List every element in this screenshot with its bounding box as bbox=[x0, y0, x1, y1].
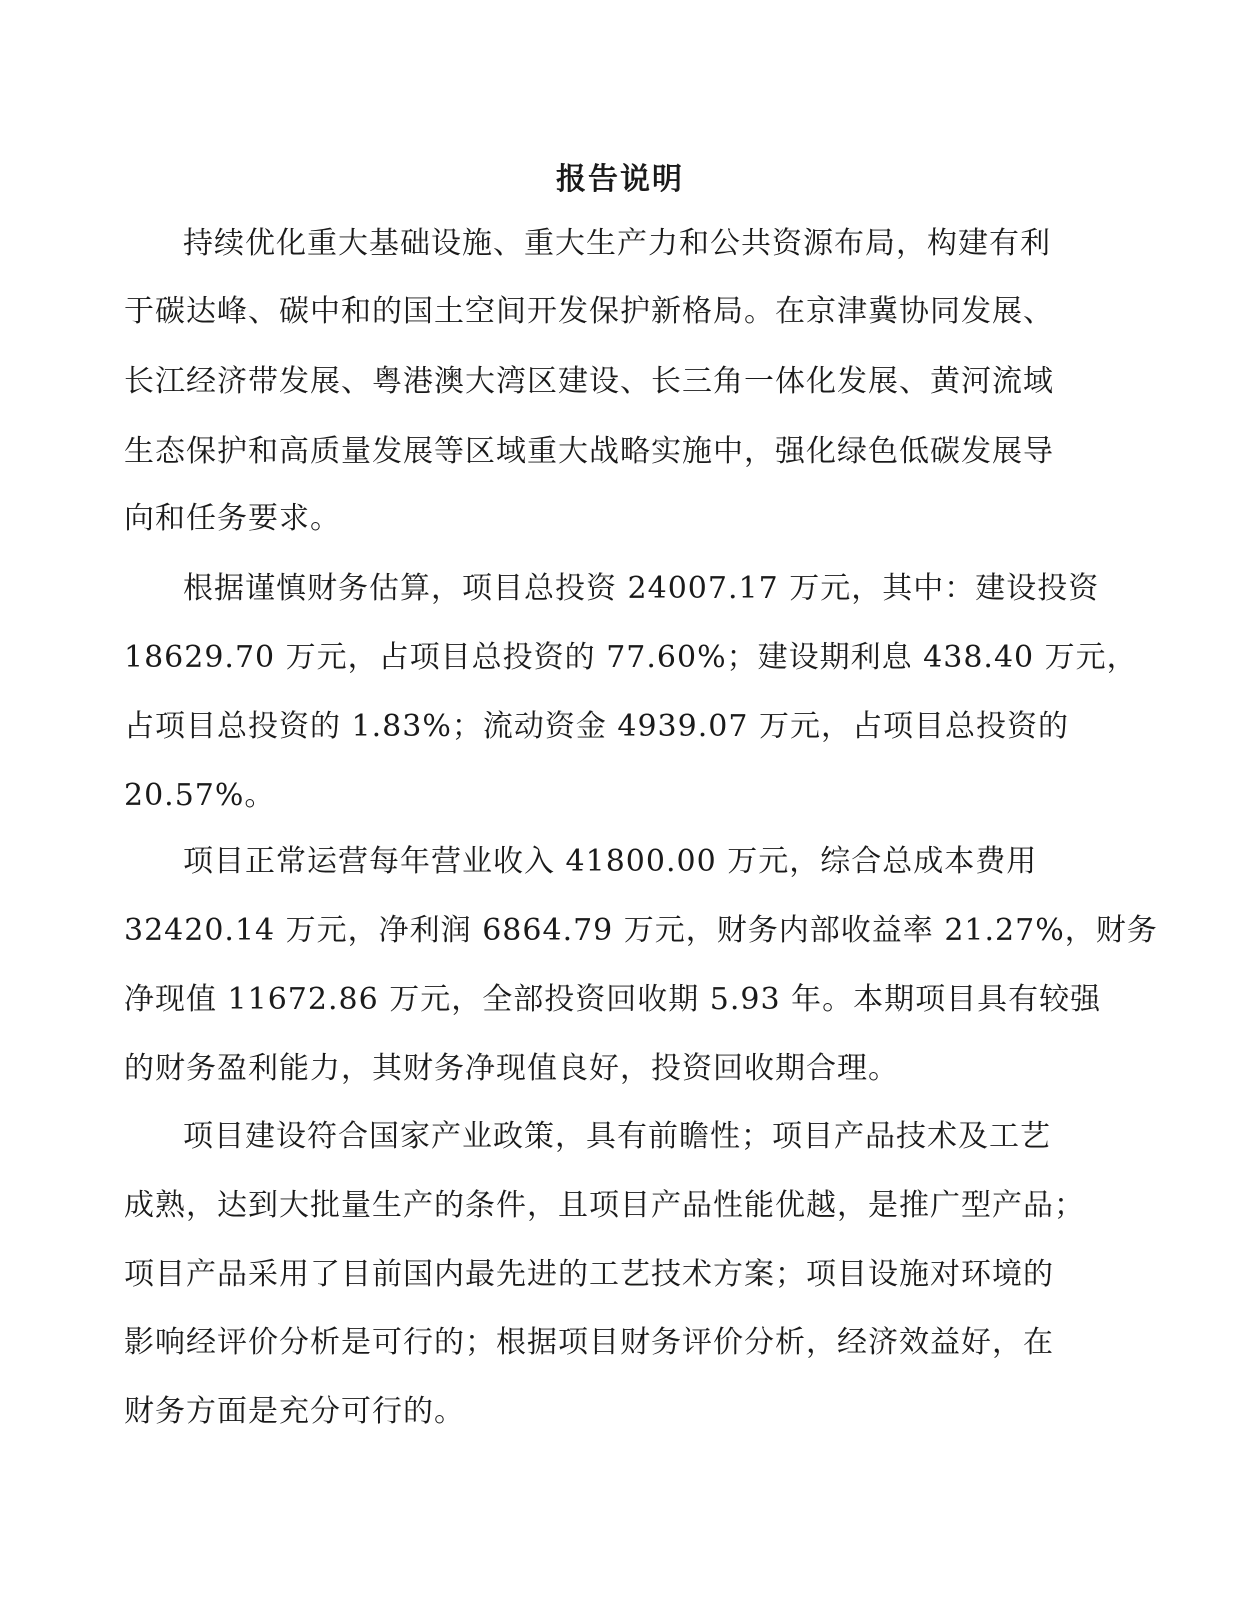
text-line-p3-4: 的财务盈利能力，其财务净现值良好，投资回收期合理。 bbox=[124, 1051, 899, 1086]
text-line-p4-3: 项目产品采用了目前国内最先进的工艺技术方案；项目设施对环境的 bbox=[124, 1257, 1054, 1292]
text-line-p1-2: 于碳达峰、碳中和的国土空间开发保护新格局。在京津冀协同发展、 bbox=[124, 294, 1054, 329]
text-line-p2-1: 根据谨慎财务估算，项目总投资 24007.17 万元，其中：建设投资 bbox=[183, 571, 1100, 606]
text-line-p4-2: 成熟，达到大批量生产的条件，且项目产品性能优越，是推广型产品； bbox=[124, 1188, 1085, 1223]
text-line-p4-1: 项目建设符合国家产业政策，具有前瞻性；项目产品技术及工艺 bbox=[183, 1119, 1051, 1154]
text-line-p3-1: 项目正常运营每年营业收入 41800.00 万元，综合总成本费用 bbox=[183, 844, 1038, 879]
text-line-p1-3: 长江经济带发展、粤港澳大湾区建设、长三角一体化发展、黄河流域 bbox=[124, 364, 1054, 399]
text-line-p1-4: 生态保护和高质量发展等区域重大战略实施中，强化绿色低碳发展导 bbox=[124, 434, 1054, 469]
text-line-p4-5: 财务方面是充分可行的。 bbox=[124, 1394, 465, 1429]
text-line-p4-4: 影响经评价分析是可行的；根据项目财务评价分析，经济效益好，在 bbox=[124, 1325, 1054, 1360]
text-line-p3-3: 净现值 11672.86 万元，全部投资回收期 5.93 年。本期项目具有较强 bbox=[124, 982, 1102, 1017]
text-line-p1-1: 持续优化重大基础设施、重大生产力和公共资源布局，构建有利 bbox=[183, 226, 1051, 261]
text-line-p3-2: 32420.14 万元，净利润 6864.79 万元，财务内部收益率 21.27%，财务 bbox=[124, 913, 1158, 948]
text-line-p2-2: 18629.70 万元，占项目总投资的 77.60%；建设期利息 438.40 万元， bbox=[124, 640, 1138, 675]
page-title: 报告说明 bbox=[556, 162, 684, 197]
text-line-p2-4: 20.57%。 bbox=[124, 778, 276, 813]
text-line-p2-3: 占项目总投资的 1.83%；流动资金 4939.07 万元，占项目总投资的 bbox=[124, 709, 1069, 744]
text-line-p1-5: 向和任务要求。 bbox=[124, 501, 341, 536]
